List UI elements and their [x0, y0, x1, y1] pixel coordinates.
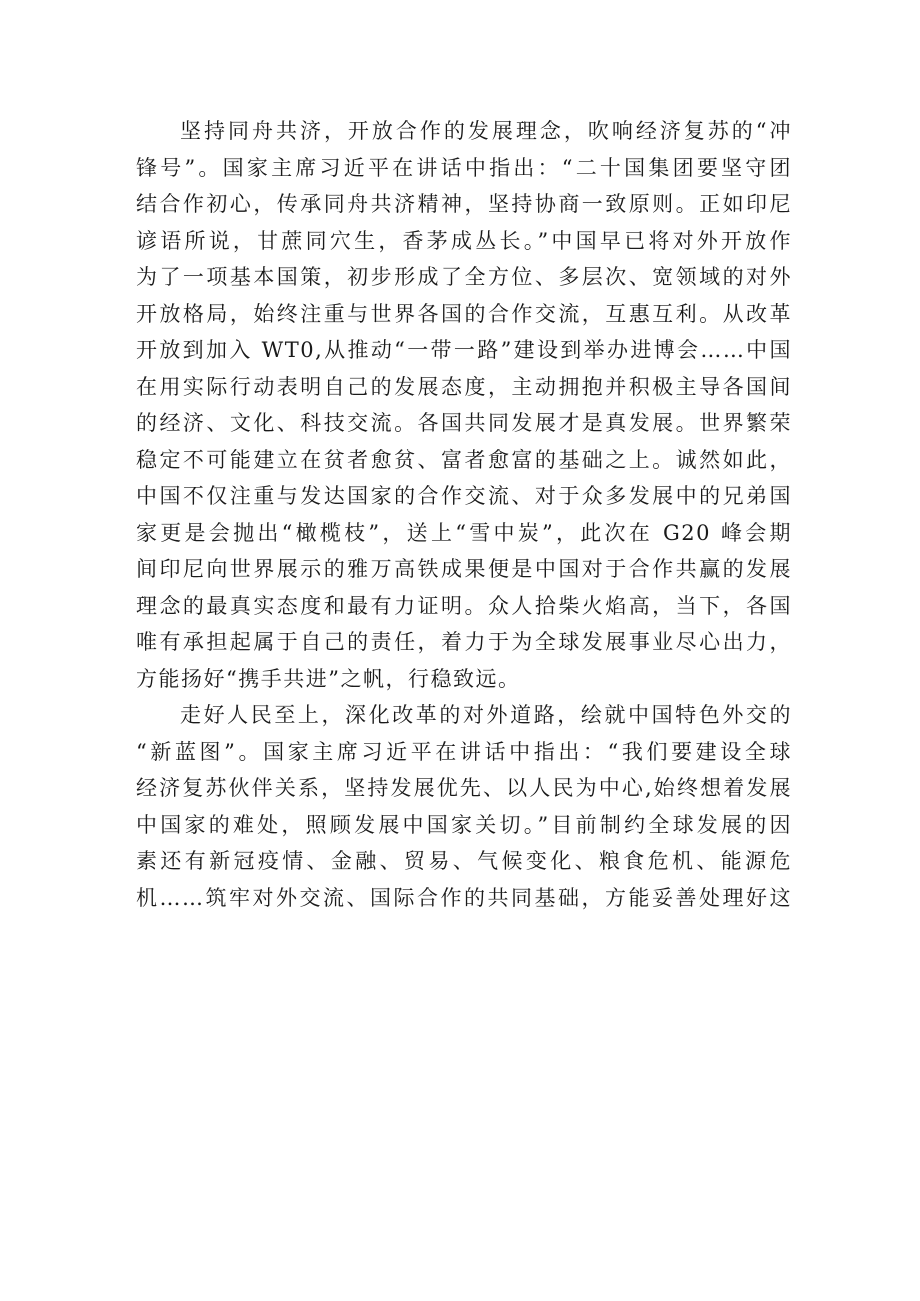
text-line: 开放格局，始终注重与世界各国的合作交流，互惠互利。从改革 [136, 301, 792, 326]
text-line: 谚语所说，甘蔗同穴生，香茅成丛长。”中国早已将对外开放作 [136, 228, 792, 253]
document-body [136, 113, 792, 916]
text-line: 走好人民至上，深化改革的对外道路，绘就中国特色外交的 [180, 703, 792, 727]
text-line: 开放到加入 WT0,从推动“一带一路”建设到举办进博会……中国 [136, 338, 792, 362]
text-line: 稳定不可能建立在贫者愈贫、富者愈富的基础之上。诚然如此， [136, 447, 792, 472]
text-line: 机……筑牢对外交流、国际合作的共同基础，方能妥善处理好这 [136, 885, 792, 910]
text-line: 锋号”。国家主席习近平在讲话中指出：“二十国集团要坚守团 [136, 155, 792, 180]
text-line: 中国家的难处，照顾发展中国家关切。”目前制约全球发展的因 [136, 812, 792, 837]
text-line: 为了一项基本国策，初步形成了全方位、多层次、宽领域的对外 [136, 265, 792, 289]
text-line: 家更是会抛出“橄榄枝”，送上“雪中炭”，此次在 G20 峰会期 [136, 520, 792, 545]
text-line: 在用实际行动表明自己的发展态度，主动拥抱并积极主导各国间 [136, 374, 792, 399]
text-line: “新蓝图”。国家主席习近平在讲话中指出：“我们要建设全球 [136, 739, 792, 764]
text-line: 中国不仅注重与发达国家的合作交流、对于众多发展中的兄弟国 [136, 484, 792, 508]
text-line: 坚持同舟共济，开放合作的发展理念，吹响经济复苏的“冲 [180, 119, 792, 143]
text-line: 结合作初心，传承同舟共济精神，坚持协商一致原则。正如印尼 [136, 192, 792, 216]
text-line: 间印尼向世界展示的雅万高铁成果便是中国对于合作共赢的发展 [136, 557, 792, 581]
text-line: 的经济、文化、科技交流。各国共同发展才是真发展。世界繁荣 [136, 411, 792, 435]
text-line: 方能扬好“携手共进”之帆，行稳致远。 [136, 666, 521, 691]
text-line: 理念的最真实态度和最有力证明。众人拾柴火焰高，当下，各国 [136, 593, 792, 618]
paragraph-2 [136, 697, 792, 916]
text-line: 唯有承担起属于自己的责任，着力于为全球发展事业尽心出力， [136, 630, 792, 654]
paragraph-1 [136, 113, 792, 697]
text-line: 素还有新冠疫情、金融、贸易、气候变化、粮食危机、能源危 [136, 849, 792, 873]
text-line: 经济复苏伙伴关系，坚持发展优先、以人民为中心,始终想着发展 [136, 776, 792, 800]
